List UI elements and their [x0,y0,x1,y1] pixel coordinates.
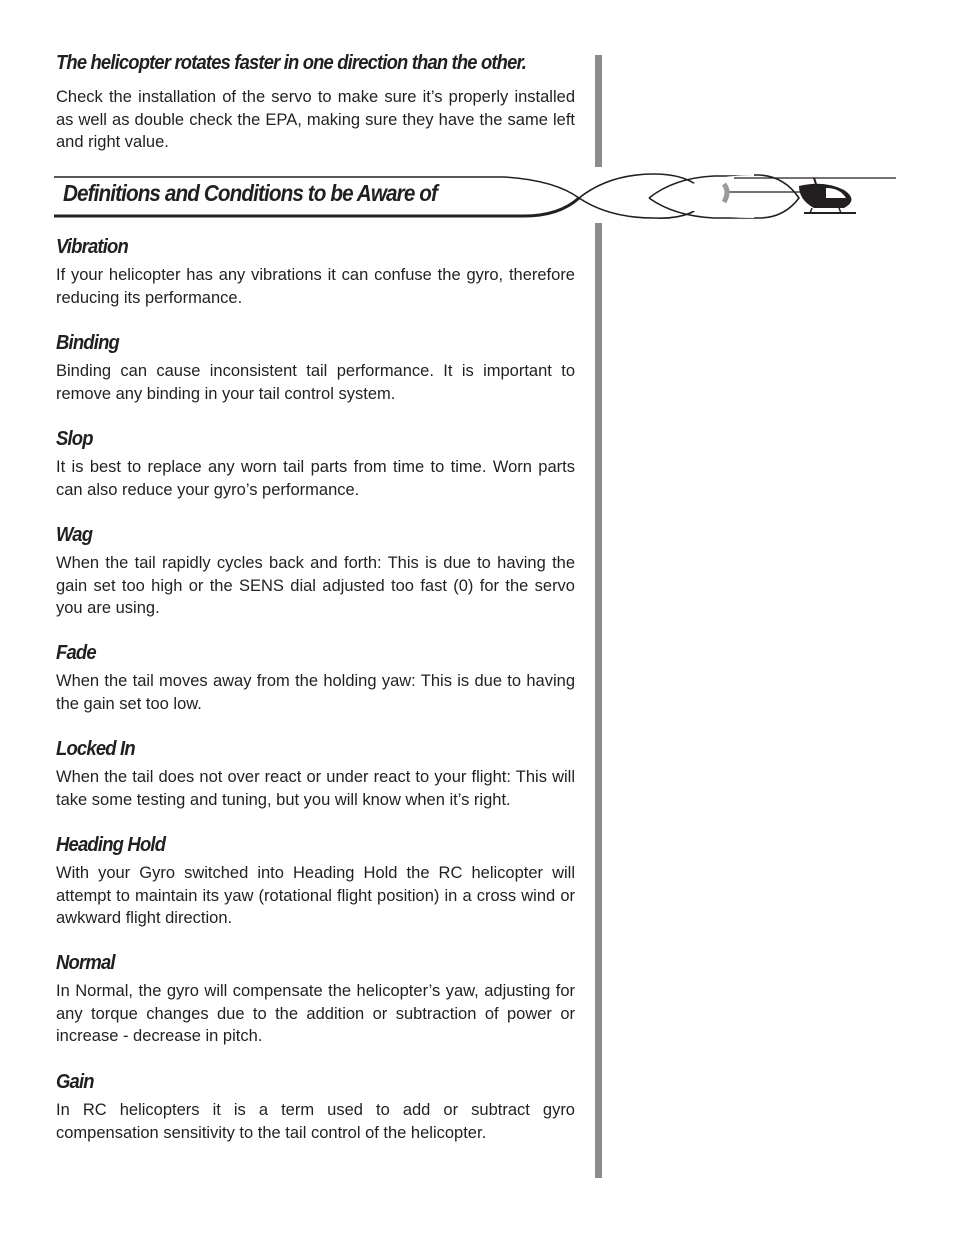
definition-term: Wag [56,523,93,546]
section-title: Definitions and Conditions to be Aware of [63,180,438,206]
definition-term: Vibration [56,235,128,258]
intro-heading: The helicopter rotates faster in one direction than the other. [56,52,527,74]
definition-text: With your Gyro switched into Heading Hold the RC helicopter will attempt to maintain its yaw (rotational flight position) in a cross wind or awkward flight direction. [56,864,575,928]
definition-locked-in [56,734,576,811]
sidebar-rule-bottom [595,223,602,1178]
definition-term: Heading Hold [56,833,166,856]
definition-text: When the tail does not over react or under react to your flight: This will take some testing and tuning, but you will know when it’s right. [56,768,575,809]
definition-text: If your helicopter has any vibrations it can confuse the gyro, therefore reducing its performance. [56,266,575,307]
definition-term: Binding [56,331,119,354]
definition-slop [56,424,576,501]
intro-text: Check the installation of the servo to make sure it’s properly installed as well as double check the EPA, making sure they have the same left and right value. [56,88,575,152]
definition-text: In Normal, the gyro will compensate the helicopter’s yaw, adjusting for any torque changes due to the addition or subtraction of power or increase - decrease in pitch. [56,982,575,1046]
definition-term: Fade [56,641,96,664]
definition-term: Slop [56,427,93,450]
sidebar-rule-top [595,55,602,167]
definition-fade [56,638,576,715]
definition-text: In RC helicopters it is a term used to add or subtract gyro compensation sensitivity to the tail control of the helicopter. [56,1101,575,1142]
definition-binding [56,328,576,405]
definition-heading-hold [56,830,576,930]
definition-term: Gain [56,1070,94,1093]
definition-text: When the tail rapidly cycles back and forth: This is due to having the gain set too high or the SENS dial adjusted too fast (0) for the servo you are using. [56,554,575,618]
definition-text: Binding can cause inconsistent tail performance. It is important to remove any binding in your tail control system. [56,362,575,403]
definition-text: It is best to replace any worn tail parts from time to time. Worn parts can also reduce your gyro’s performance. [56,458,575,499]
definition-term: Locked In [56,737,135,760]
definition-normal [56,948,576,1048]
definition-text: When the tail moves away from the holding yaw: This is due to having the gain set too low. [56,672,575,713]
definition-term: Normal [56,951,115,974]
definition-vibration [56,232,576,309]
definition-gain [56,1067,576,1144]
definition-wag [56,520,576,620]
